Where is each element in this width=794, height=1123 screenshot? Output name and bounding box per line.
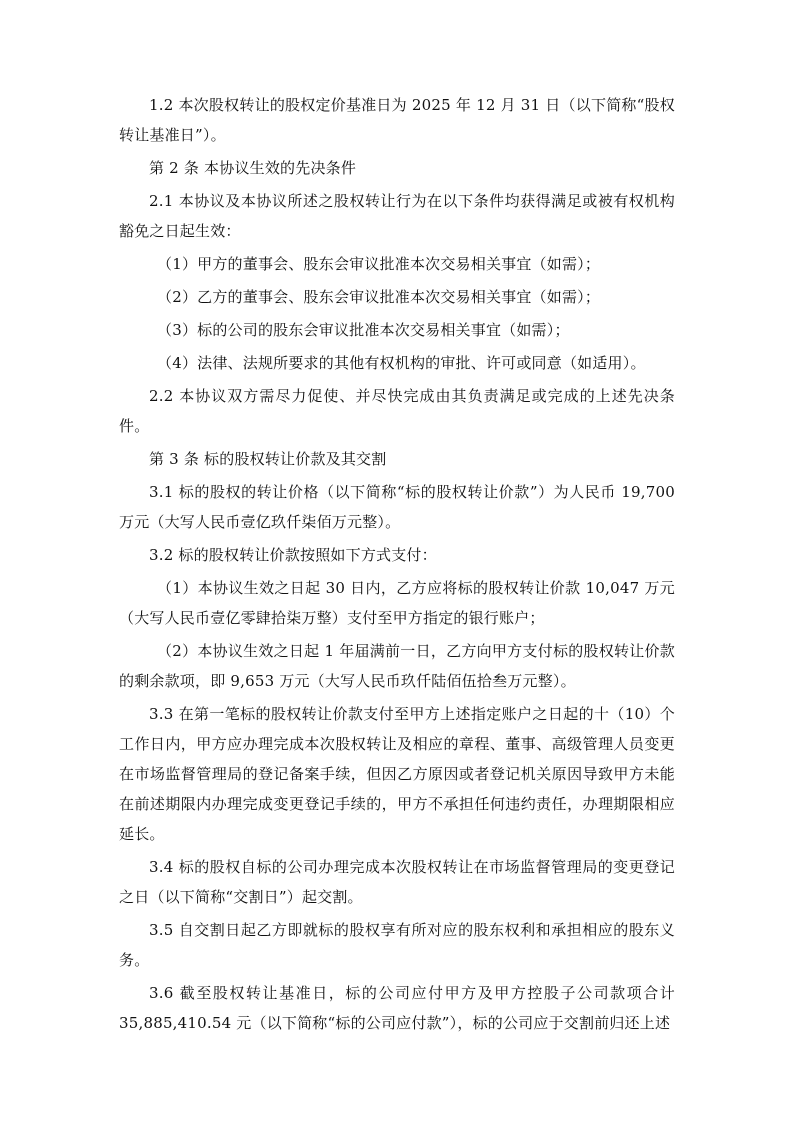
paragraph-3-5: 3.5 自交割日起乙方即就标的股权享有所对应的股东权利和承担相应的股东义务。 — [119, 921, 675, 969]
paragraph-2-1: 2.1 本协议及本协议所述之股权转让行为在以下条件均获得满足或被有权机构豁免之日起生效： — [119, 192, 675, 240]
paragraph-3-6: 3.6 截至股权转让基准日，标的公司应付甲方及甲方控股子公司款项合计 35,885,410.54 元（以下简称“标的公司应付款”），标的公司应于交割前归还上述 — [119, 984, 675, 1032]
document-body — [119, 90, 675, 1041]
article-3-heading: 第 3 条 标的股权转让价款及其交割 — [149, 450, 387, 468]
condition-item-4: （4）法律、法规所要求的其他有权机构的审批、许可或同意（如适用）。 — [157, 354, 646, 372]
payment-item-2: （2）本协议生效之日起 1 年届满前一日，乙方向甲方支付标的股权转让价款的剩余款项，即 9,653 万元（大写人民币玖仟陆佰伍拾叁万元整）。 — [119, 642, 675, 690]
article-2-heading: 第 2 条 本协议生效的先决条件 — [149, 159, 357, 177]
paragraph-3-2: 3.2 标的股权转让价款按照如下方式支付： — [149, 546, 437, 564]
paragraph-2-2: 2.2 本协议双方需尽力促使、并尽快完成由其负责满足或完成的上述先决条件。 — [119, 387, 675, 435]
paragraph-3-1: 3.1 标的股权的转让价格（以下简称“标的股权转让价款”）为人民币 19,700 万元（大写人民币壹亿玖仟柒佰万元整）。 — [119, 483, 675, 531]
paragraph-1-2: 1.2 本次股权转让的股权定价基准日为 2025 年 12 月 31 日（以下简称“股权转让基准日”）。 — [119, 96, 675, 144]
condition-item-2: （2）乙方的董事会、股东会审议批准本次交易相关事宜（如需）； — [157, 288, 601, 306]
condition-item-3: （3）标的公司的股东会审议批准本次交易相关事宜（如需）； — [157, 321, 570, 339]
paragraph-3-3: 3.3 在第一笔标的股权转让价款支付至甲方上述指定账户之日起的十（10）个工作日内，甲方应办理完成本次股权转让及相应的章程、董事、高级管理人员变更在市场监督管理局的登记备案手续，但因乙方原因或者登记机关原因导致甲方未能在前述期限内办理完成变更登记手续的，甲方不承担任何违约责任，办理期限相应延长。 — [119, 705, 675, 843]
condition-item-1: （1）甲方的董事会、股东会审议批准本次交易相关事宜（如需）； — [157, 255, 601, 273]
payment-item-1: （1）本协议生效之日起 30 日内，乙方应将标的股权转让价款 10,047 万元（大写人民币壹亿零肆拾柒万整）支付至甲方指定的银行账户； — [119, 579, 675, 627]
paragraph-3-4: 3.4 标的股权自标的公司办理完成本次股权转让在市场监督管理局的变更登记之日（以下简称“交割日”）起交割。 — [119, 858, 675, 906]
